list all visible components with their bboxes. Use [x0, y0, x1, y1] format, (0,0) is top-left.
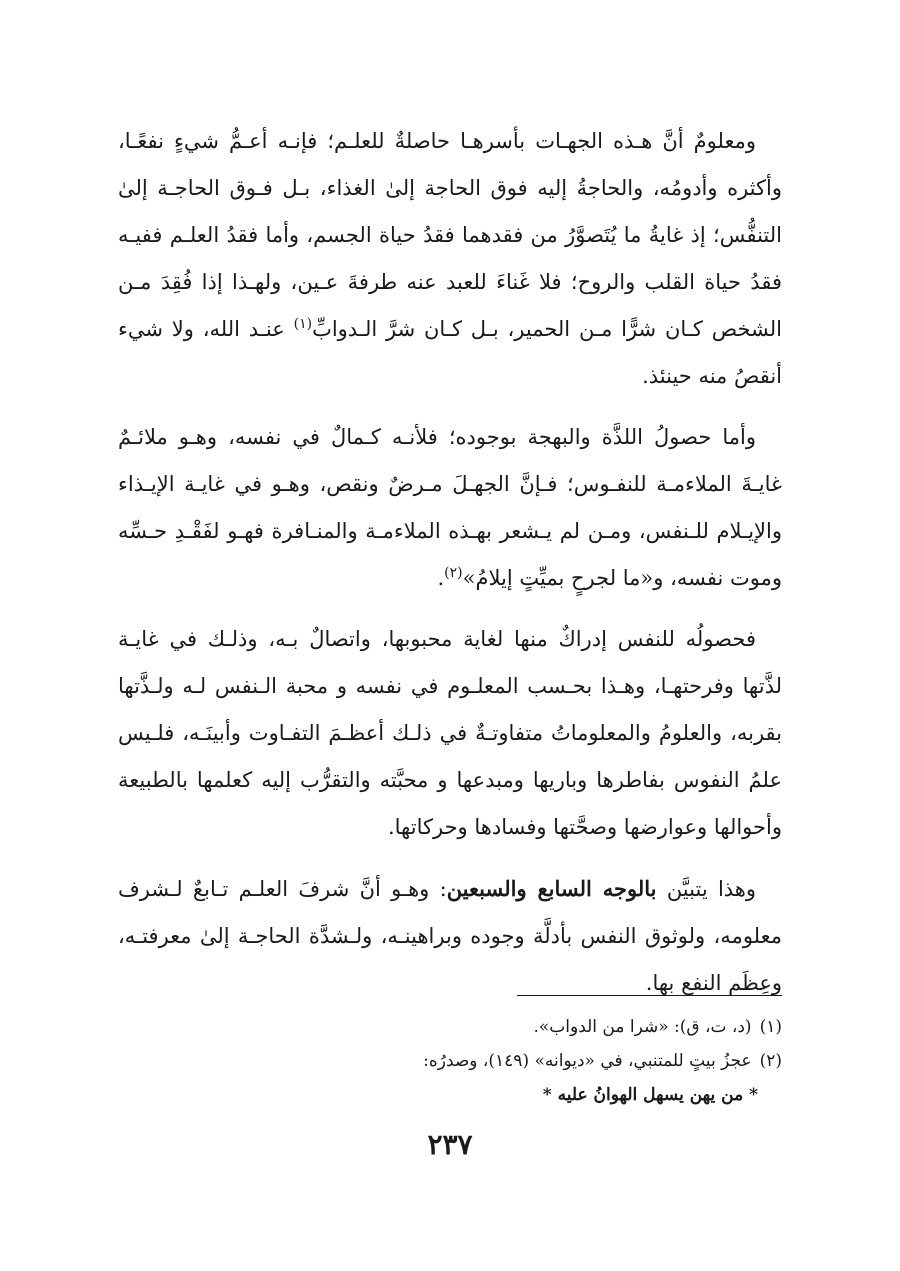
paragraph-4-rest: : وهـو أنَّ شرفَ العلـم تـابعٌ لـشرف معلومه، ولوثوق النفس بأدلَّة وجوده وبراهينـه، ولـشدَّة الحاجـة إلىٰ معرفتـه، وعِظَم النفع بها. [118, 877, 782, 995]
footnote-1-text: (د، ت، ق): «شرا من الدواب». [533, 1017, 752, 1037]
paragraph-4 [118, 865, 782, 1007]
section-heading-77: بالوجه السابع والسبعين [446, 876, 657, 901]
footnote-1 [118, 1010, 782, 1044]
footnote-2-text: عجزُ بيتٍ للمتنبي، في «ديوانه» (١٤٩)، وصدرُه: [423, 1051, 752, 1071]
main-text [118, 118, 782, 1021]
paragraph-2 [118, 414, 782, 602]
footnote-2-number: (٢) [759, 1051, 782, 1071]
paragraph-1-end: عنـد الله، ولا شيء أنقصُ منه حينئذ. [118, 317, 782, 388]
footnote-ref-1[interactable]: (١) [293, 316, 313, 332]
paragraph-1 [118, 118, 782, 400]
footnote-divider [517, 995, 782, 996]
footnote-1-number: (١) [759, 1017, 782, 1037]
page-number: ٢٣٧ [427, 1128, 473, 1161]
paragraph-2-text: وأما حصولُ اللذَّة والبهجة بوجوده؛ فلأنـه كـمالٌ في نفسه، وهـو ملائـمٌ غايـةَ الملاءمـة للنفـوس؛ فـإنَّ الجهـلَ مـرضٌ ونقص، وهـو في غايـة الإيـذاء والإيـلام للـنفس، ومـن لم يـشعر بهـذه الملاءمـة والمنـافرة فهـو لفَقْـدِ حـسِّه وموت نفسه، و«ما لجرحٍ بميِّتٍ إيلامُ» [118, 425, 782, 590]
footnote-ref-2[interactable]: (٢) [444, 565, 463, 581]
paragraph-2-end: . [437, 566, 445, 590]
footnote-2-verse: * من يهن يسهل الهوانُ عليه * [542, 1085, 758, 1105]
footnote-2 [118, 1044, 782, 1078]
paragraph-1-text: ومعلومٌ أنَّ هـذه الجهـات بأسرهـا حاصلةٌ للعلـم؛ فإنـه أعـمُّ شيءٍ نفعًـا، وأكثره وأدومُه، والحاجةُ إليه فوق الحاجة إلىٰ الغذاء، بـل فـوق الحاجـة إلىٰ التنفُّس؛ إذ غايةُ ما يُتَصوَّرُ من فقدهما فقدُ حياة الجسم، وأما فقدُ العلـم ففيـه فقدُ حياة القلب والروح؛ فلا غَناءَ للعبد عنه طرفةَ عـين، ولهـذا إذا فُقِدَ مـن الشخص كـان شرًّا مـن الحمير، بـل كـان شرَّ الـدوابِّ [118, 129, 782, 341]
paragraph-4-start: وهذا يتبيَّن [656, 877, 757, 901]
paragraph-3: فحصولُه للنفس إدراكٌ منها لغاية محبوبها، واتصالٌ بـه، وذلـك في غايـة لذَّتها وفرحتهـا، وهـذا بحـسب المعلـوم في نفسه و محبة الـنفس لـه ولـذَّتها بقربه، والعلومُ والمعلوماتُ متفاوتـةٌ في ذلـك أعظـمَ التفـاوت وأبينَـه، فلـيس علمُ النفوس بفاطرها وباريها ومبدعها و محبَّته والتقرُّب إليه كعلمها بالطبيعة وأحوالها وعوارضها وصحَّتها وفسادها وحركاتها. [118, 627, 782, 839]
footnotes [118, 1010, 782, 1112]
